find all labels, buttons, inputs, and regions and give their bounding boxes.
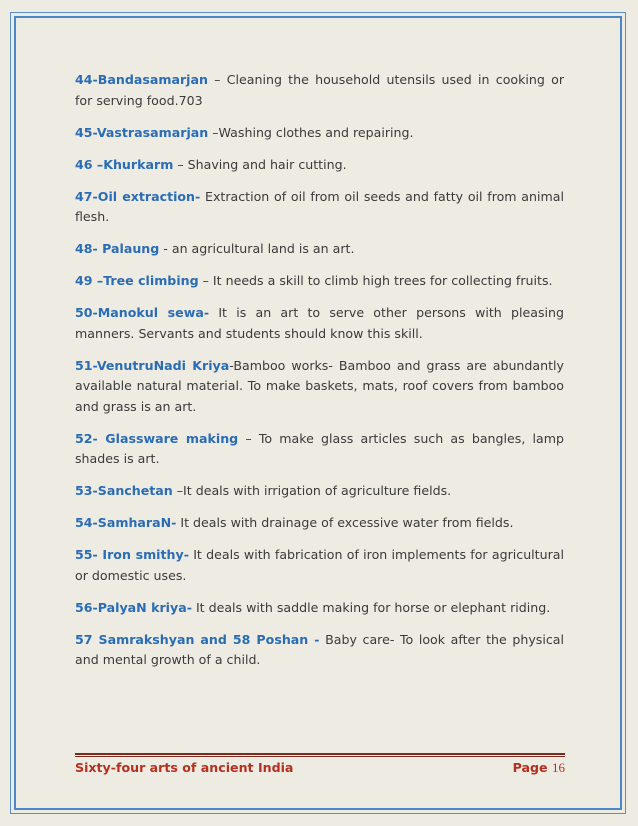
entry-text: Baby care- To look after the physical and mental growth of a child. xyxy=(75,631,564,667)
entry-text: –It deals with irrigation of agriculture fields. xyxy=(172,483,452,498)
entry-term: 44-Bandasamarjan xyxy=(75,72,208,87)
entry-text: It deals with saddle making for horse or elephant riding. xyxy=(191,599,551,615)
entry-49 xyxy=(75,271,564,292)
entry-45 xyxy=(75,123,564,144)
entry-44 xyxy=(75,70,564,111)
entry-51 xyxy=(75,356,564,418)
entry-term: 47-Oil extraction- xyxy=(75,188,201,204)
footer-rule-thick xyxy=(75,753,565,755)
entry-text: It is an art to serve other persons with pleasing manners. Servants and students should know this skill. xyxy=(75,305,564,341)
entry-text: Extraction of oil from oil seeds and fatty oil from animal flesh. xyxy=(75,188,564,224)
entry-term: 46 –Khurkarm xyxy=(75,156,174,172)
entry-term: 57 Samrakshyan and 58 Poshan - xyxy=(75,631,320,647)
entry-term: 55- Iron smithy- xyxy=(75,547,189,562)
entry-50 xyxy=(75,303,564,344)
entry-52 xyxy=(75,429,564,470)
entry-48 xyxy=(75,239,564,260)
entry-text: -Bamboo works- Bamboo and grass are abundantly available natural material. To make baskets, mats, roof covers from bamboo and grass is an art. xyxy=(75,357,565,414)
footer-title: Sixty-four arts of ancient India xyxy=(75,760,294,775)
entry-term: 51-VenutruNadi Kriya xyxy=(75,357,230,373)
entry-47 xyxy=(75,187,564,228)
footer-page-number: 16 xyxy=(552,760,565,775)
footer-page xyxy=(513,760,565,776)
entry-term: 50-Manokul sewa- xyxy=(75,305,210,320)
entry-term: 56-PalyaN kriya- xyxy=(75,599,192,615)
entry-text: – Cleaning the household utensils used in cooking or for serving food.703 xyxy=(75,72,564,108)
entry-text: – It needs a skill to climb high trees for collecting fruits. xyxy=(198,273,553,288)
entry-text: – Shaving and hair cutting. xyxy=(173,156,347,172)
entry-term: 49 –Tree climbing xyxy=(75,273,199,288)
entry-55 xyxy=(75,545,564,586)
entry-text: It deals with drainage of excessive water from fields. xyxy=(176,515,514,530)
entry-term: 52- Glassware making xyxy=(75,430,239,446)
document-body xyxy=(75,70,564,682)
entry-text: –Washing clothes and repairing. xyxy=(208,124,414,140)
entry-term: 54-SamharaN- xyxy=(75,515,177,530)
footer-rule-thin xyxy=(75,756,565,757)
entry-53 xyxy=(75,481,564,502)
entry-text: – To make glass articles such as bangles, lamp shades is art. xyxy=(75,430,564,466)
entry-text: - an agricultural land is an art. xyxy=(159,241,355,256)
footer-page-label: Page xyxy=(512,760,548,775)
entry-term: 45-Vastrasamarjan xyxy=(75,124,209,140)
entry-54 xyxy=(75,513,564,534)
entry-46 xyxy=(75,155,564,176)
entry-text: It deals with fabrication of iron implements for agricultural or domestic uses. xyxy=(75,547,564,583)
entry-term: 53-Sanchetan xyxy=(75,483,173,498)
entry-57-58 xyxy=(75,630,564,671)
entry-56 xyxy=(75,598,564,619)
entry-term: 48- Palaung xyxy=(75,241,160,256)
